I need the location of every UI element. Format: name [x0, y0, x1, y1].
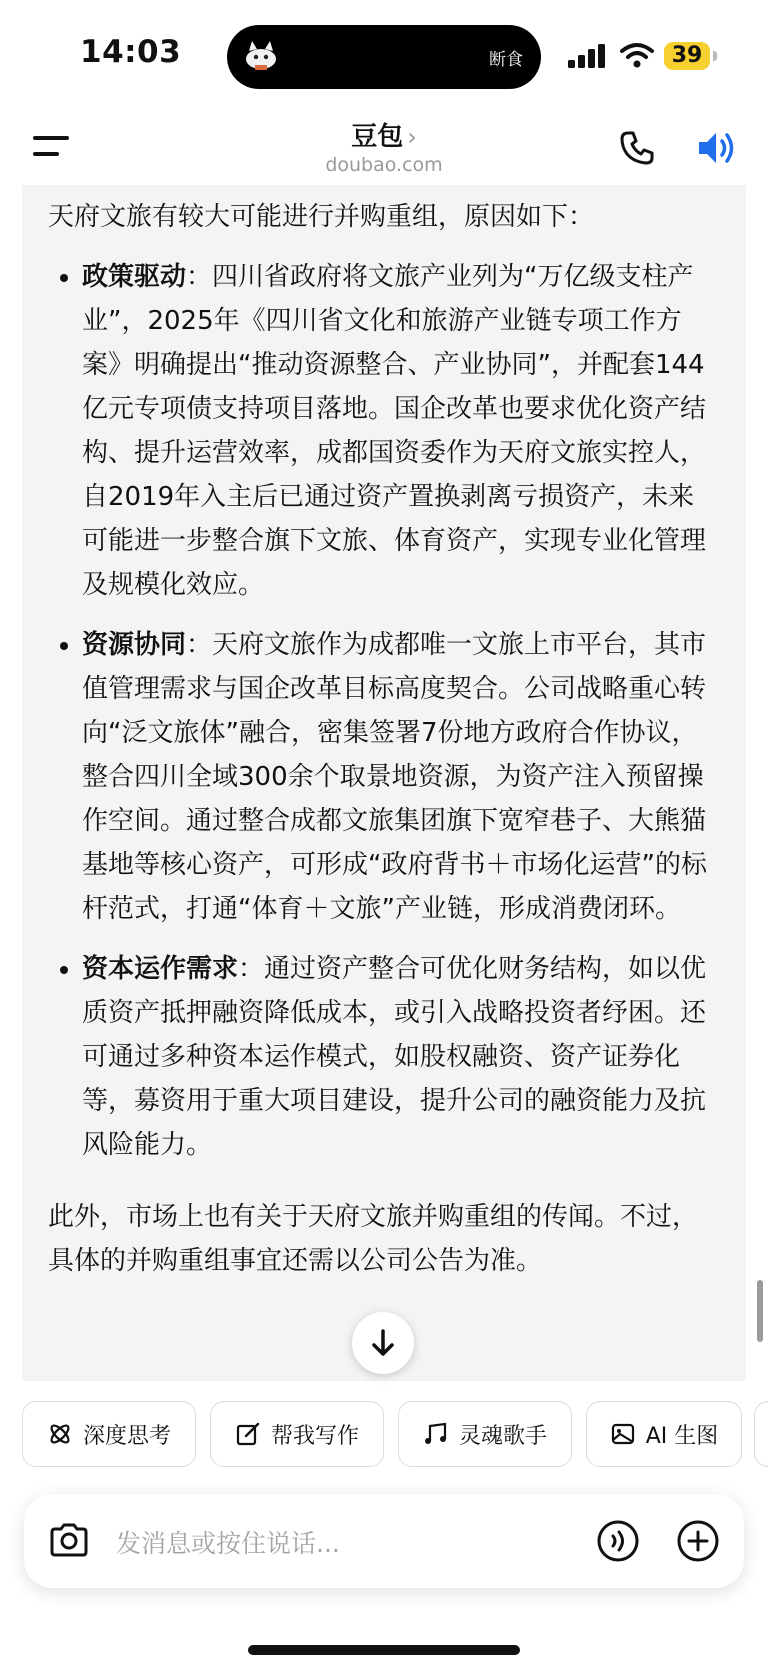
answer-outro: 此外，市场上也有关于天府文旅并购重组的传闻。不过，具体的并购重组事宜还需以公司公告为准。 — [48, 1202, 699, 1276]
list-item — [82, 255, 720, 607]
bullet-title: 政策驱动 — [82, 262, 187, 292]
chip-label: 帮我写作 — [270, 1423, 359, 1449]
chip-label: 深度思考 — [82, 1423, 171, 1449]
answer-intro: 天府文旅有较大可能进行并购重组，原因如下： — [48, 202, 595, 232]
plus-icon[interactable] — [676, 1519, 720, 1563]
bullet-text: ：四川省政府将文旅产业列为“万亿级支柱产业”，2025年《四川省文化和旅游产业链专项工作方案》明确提出“推动资源整合、产业协同”，并配套144亿元专项债支持项目落地。国企改革也要求优化资产结构、提升运营效率，成都国资委作为天府文旅实控人，自2019年入主后已通过资产置换剥离亏损资产，未来可能进一步整合旗下文旅、体育资产，实现专业化管理及规模化效应。 — [82, 262, 707, 600]
music-icon — [423, 1421, 449, 1447]
camera-icon[interactable] — [48, 1520, 90, 1560]
chat-subtitle: doubao.com — [325, 154, 443, 176]
image-icon — [610, 1421, 636, 1447]
bullet-text: ：天府文旅作为成都唯一文旅上市平台，其市值管理需求与国企改革目标高度契合。公司战略重心转向“泛文旅体”融合，密集签署7份地方政府合作协议，整合四川全域300余个取景地资源，为资产注入预留操作空间。通过整合成都文旅集团旗下宽窄巷子、大熊猫基地等核心资产，可形成“政府背书＋市场化运营”的标杆范式，打通“体育＋文旅”产业链，形成消费闭环。 — [82, 630, 707, 924]
chip-label: 灵魂歌手 — [458, 1423, 547, 1449]
message-input-bar — [24, 1494, 744, 1588]
scroll-to-bottom-button[interactable] — [352, 1312, 414, 1374]
message-input[interactable]: 发消息或按住说话... — [116, 1529, 340, 1558]
answer-bullet-list — [48, 255, 720, 1167]
battery-cap — [713, 51, 717, 61]
chip-more[interactable] — [754, 1401, 768, 1467]
status-time: 14:03 — [80, 34, 182, 70]
edit-icon — [235, 1421, 261, 1447]
bullet-title: 资源协同 — [82, 630, 187, 660]
island-label: 断食 — [489, 50, 523, 70]
bullet-text: ：通过资产整合可优化财务结构，如以优质资产抵押融资降低成本，或引入战略投资者纾困。还可通过多种资本运作模式，如股权融资、资产证券化等，募资用于重大项目建设，提升公司的融资能力及抗风险能力。 — [82, 954, 707, 1160]
voice-icon[interactable] — [596, 1519, 640, 1563]
phone-icon[interactable] — [619, 130, 655, 166]
quick-action-row — [22, 1401, 768, 1467]
atom-icon — [47, 1421, 73, 1447]
cat-icon — [241, 39, 281, 73]
list-item — [82, 623, 720, 931]
bullet-title: 资本运作需求 — [82, 954, 239, 984]
status-bar — [0, 0, 768, 110]
chip-soul-singer[interactable] — [398, 1401, 572, 1467]
battery-level: 39 — [664, 42, 710, 70]
chip-deep-thinking[interactable] — [22, 1401, 196, 1467]
arrow-down-icon — [369, 1328, 397, 1358]
list-item — [82, 947, 720, 1167]
wifi-icon — [620, 42, 654, 68]
dynamic-island[interactable] — [227, 25, 541, 89]
chip-writing[interactable] — [210, 1401, 384, 1467]
nav-bar — [0, 110, 768, 185]
chip-label: AI 生图 — [645, 1423, 719, 1449]
chevron-right-icon: › — [407, 123, 417, 151]
scrollbar[interactable] — [757, 1280, 763, 1342]
speaker-icon[interactable] — [696, 128, 738, 168]
answer-message — [22, 185, 746, 1381]
home-indicator[interactable] — [248, 1645, 520, 1655]
chip-ai-image[interactable] — [586, 1401, 742, 1467]
cellular-signal-icon — [568, 44, 608, 68]
chat-title-text: 豆包 — [351, 122, 404, 152]
